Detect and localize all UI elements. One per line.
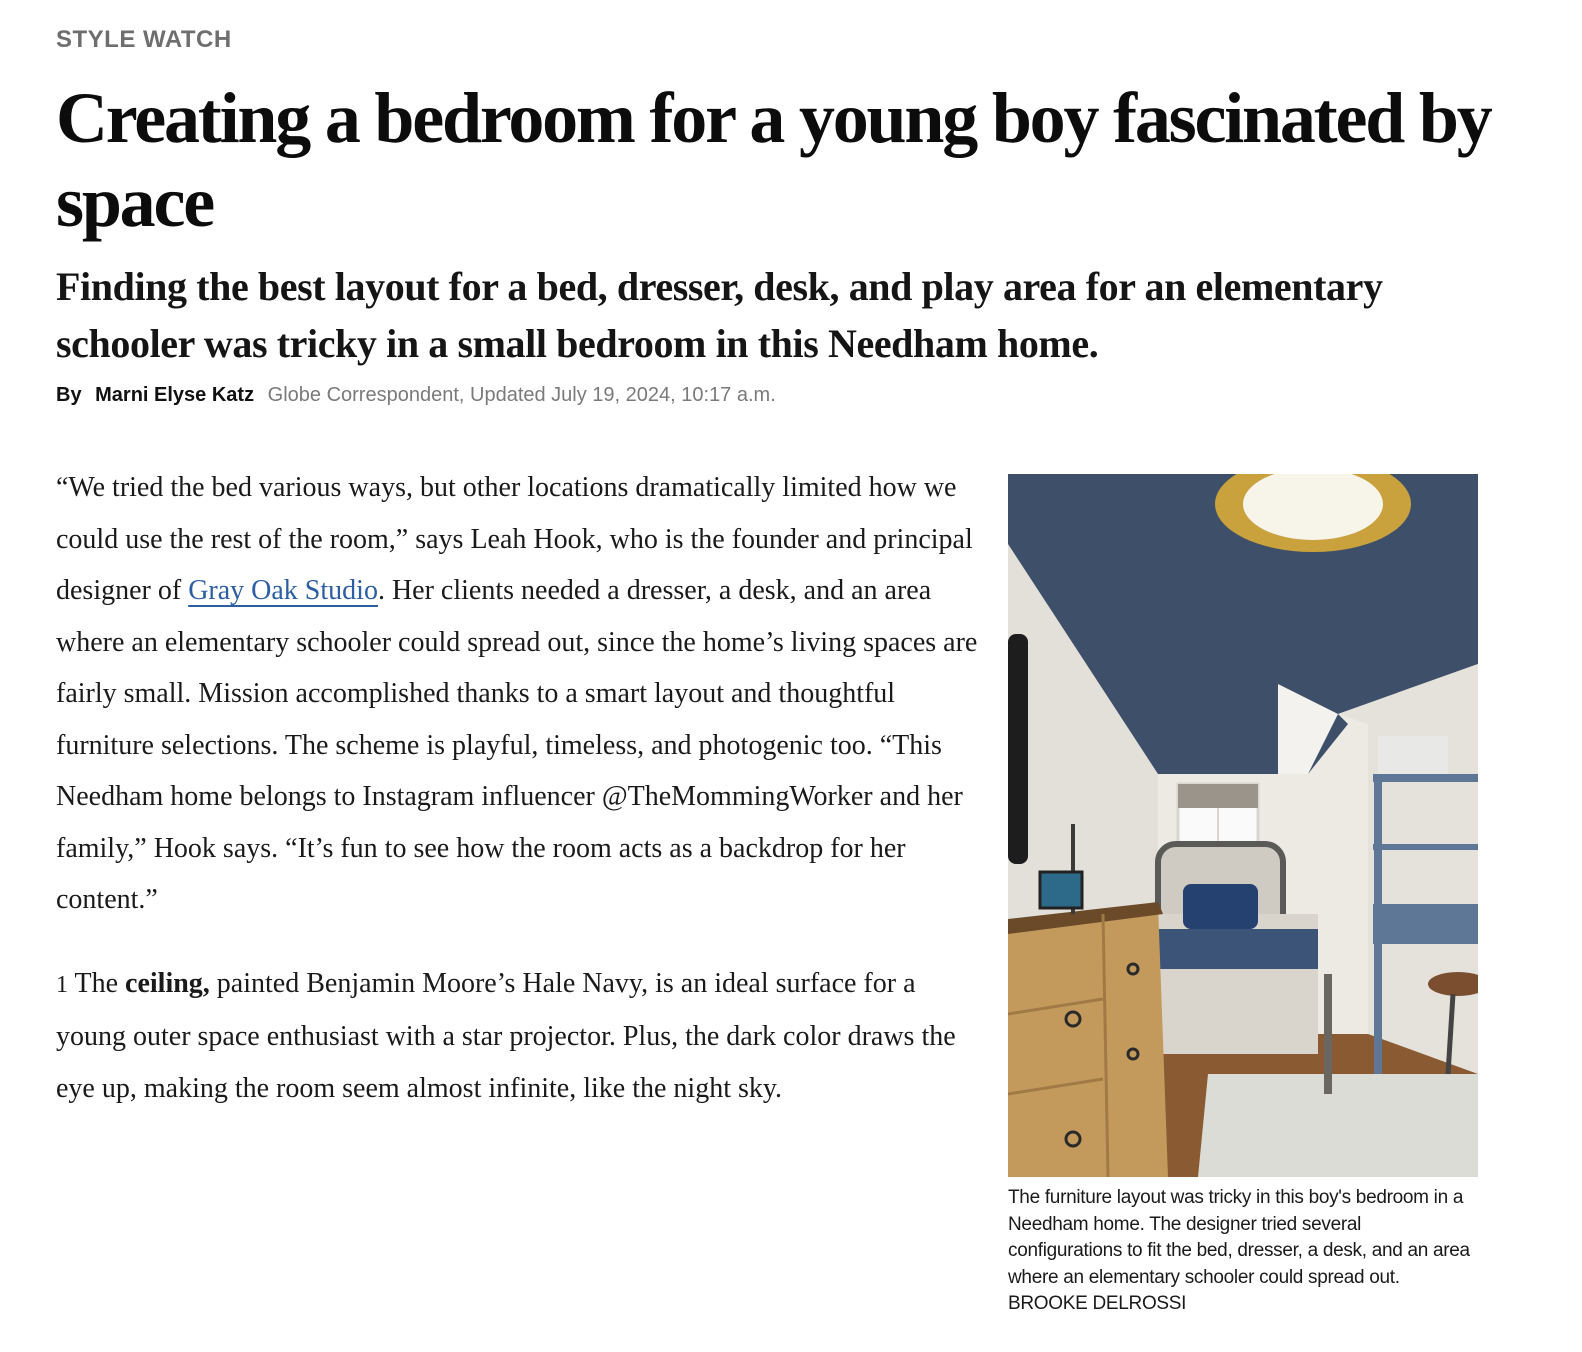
paragraph-intro	[56, 462, 991, 926]
paragraph-ceiling	[56, 958, 991, 1115]
item-number: 1	[56, 971, 68, 998]
photo-credit: BROOKE DELROSSI	[1008, 1293, 1187, 1314]
byline-by: By	[56, 384, 82, 406]
paragraph-ceiling-text-b: painted Benjamin Moore’s Hale Navy, is an ideal surface for a young outer space enthusiast with a star projector. Plus, the dark color draws the eye up, making the room seem almost infinite, like the night sky.	[56, 967, 956, 1104]
desk	[1373, 904, 1478, 944]
bedroom-photo[interactable]	[1008, 474, 1478, 1177]
paragraph-intro-text-a: “We tried the bed various ways, but other locations dramatically limited how we could use the rest of the room,” says Leah Hook, who is the founder and principal designer of	[56, 472, 973, 606]
article-headline: Creating a bedroom for a young boy fascinated by space	[56, 78, 1491, 242]
bed-blanket	[1158, 929, 1318, 969]
figure-caption	[1008, 1185, 1478, 1318]
shelf-middle	[1373, 844, 1478, 850]
dresser	[1008, 904, 1168, 1177]
rug	[1198, 1074, 1478, 1177]
article-body	[56, 462, 991, 1146]
article-figure	[1008, 474, 1478, 1318]
section-kicker[interactable]: STYLE WATCH	[56, 26, 232, 53]
paragraph-ceiling-text-a: The	[68, 967, 126, 999]
byline-meta: Globe Correspondent, Updated July 19, 2024, 10:17 a.m.	[267, 384, 776, 406]
caption-text: The furniture layout was tricky in this boy's bedroom in a Needham home. The designer tried several configurations to fit the bed, dresser, a desk, and an area where an elementary schooler could spread out.	[1008, 1187, 1470, 1288]
article-deck: Finding the best layout for a bed, dresser, desk, and play area for an elementary schooler was tricky in a small bedroom in this Needham home.	[56, 264, 1383, 366]
bed-pillow	[1183, 884, 1258, 929]
window-shade	[1178, 784, 1258, 808]
paragraph-intro-text-b: . Her clients needed a dresser, a desk, and an area where an elementary schooler could spread out, since the home’s living spaces are fairly small. Mission accomplished thanks to a smart layout and thoughtful furniture selections. The scheme is playful, timeless, and photogenic too. “This Needham home belongs to Instagram influencer @TheMommingWorker and her family,” Hook says. “It’s fun to see how the room acts as a backdrop for her content.”	[56, 575, 978, 915]
picture-frame	[1040, 872, 1082, 908]
shelf-top	[1373, 774, 1478, 782]
gray-oak-studio-link[interactable]: Gray Oak Studio	[188, 575, 378, 606]
wall-mirror	[1008, 634, 1028, 864]
author-name[interactable]: Marni Elyse Katz	[95, 384, 255, 406]
byline	[56, 384, 776, 407]
ceiling-bold: ceiling,	[125, 967, 210, 999]
storage-boxes	[1378, 736, 1448, 774]
